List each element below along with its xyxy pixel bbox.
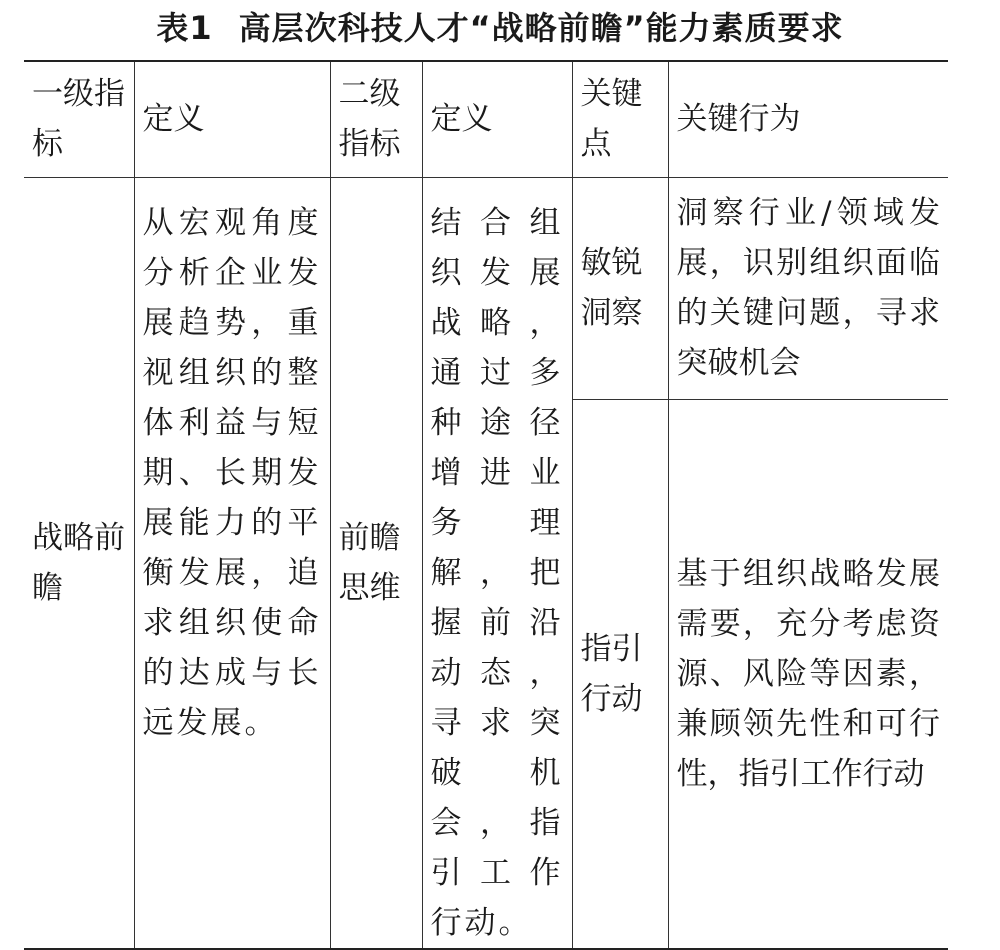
cell-key-point-1: 敏锐洞察 [572, 177, 668, 399]
header-level1: 一级指标 [24, 61, 134, 177]
header-level2: 二级指标 [330, 61, 422, 177]
header-row [24, 61, 948, 177]
table-number: 表1 [156, 9, 213, 47]
cell-definition2: 结合组织发展战略，通过多种途径增进业务理解，把握前沿动态，寻求突破机会，指引工作行动。 [422, 177, 572, 949]
header-key-behavior: 关键行为 [668, 61, 948, 177]
cell-behavior-2: 基于组织战略发展需要，充分考虑资源、风险等因素，兼顾领先性和可行性，指引工作行动 [668, 399, 948, 949]
cell-definition1: 从宏观角度分析企业发展趋势，重视组织的整体利益与短期、长期发展能力的平衡发展，追求组织使命的达成与长远发展。 [134, 177, 330, 949]
cell-level1: 战略前瞻 [24, 177, 134, 949]
header-definition1: 定义 [134, 61, 330, 177]
cell-level2: 前瞻思维 [330, 177, 422, 949]
header-definition2: 定义 [422, 61, 572, 177]
table-title: 高层次科技人才“战略前瞻”能力素质要求 [238, 9, 844, 47]
header-key-point: 关键点 [572, 61, 668, 177]
table-caption [0, 6, 1000, 50]
competency-table [24, 60, 948, 950]
cell-behavior-1: 洞察行业/领域发展，识别组织面临的关键问题，寻求突破机会 [668, 177, 948, 399]
cell-key-point-2: 指引行动 [572, 399, 668, 949]
table-row [24, 177, 948, 399]
